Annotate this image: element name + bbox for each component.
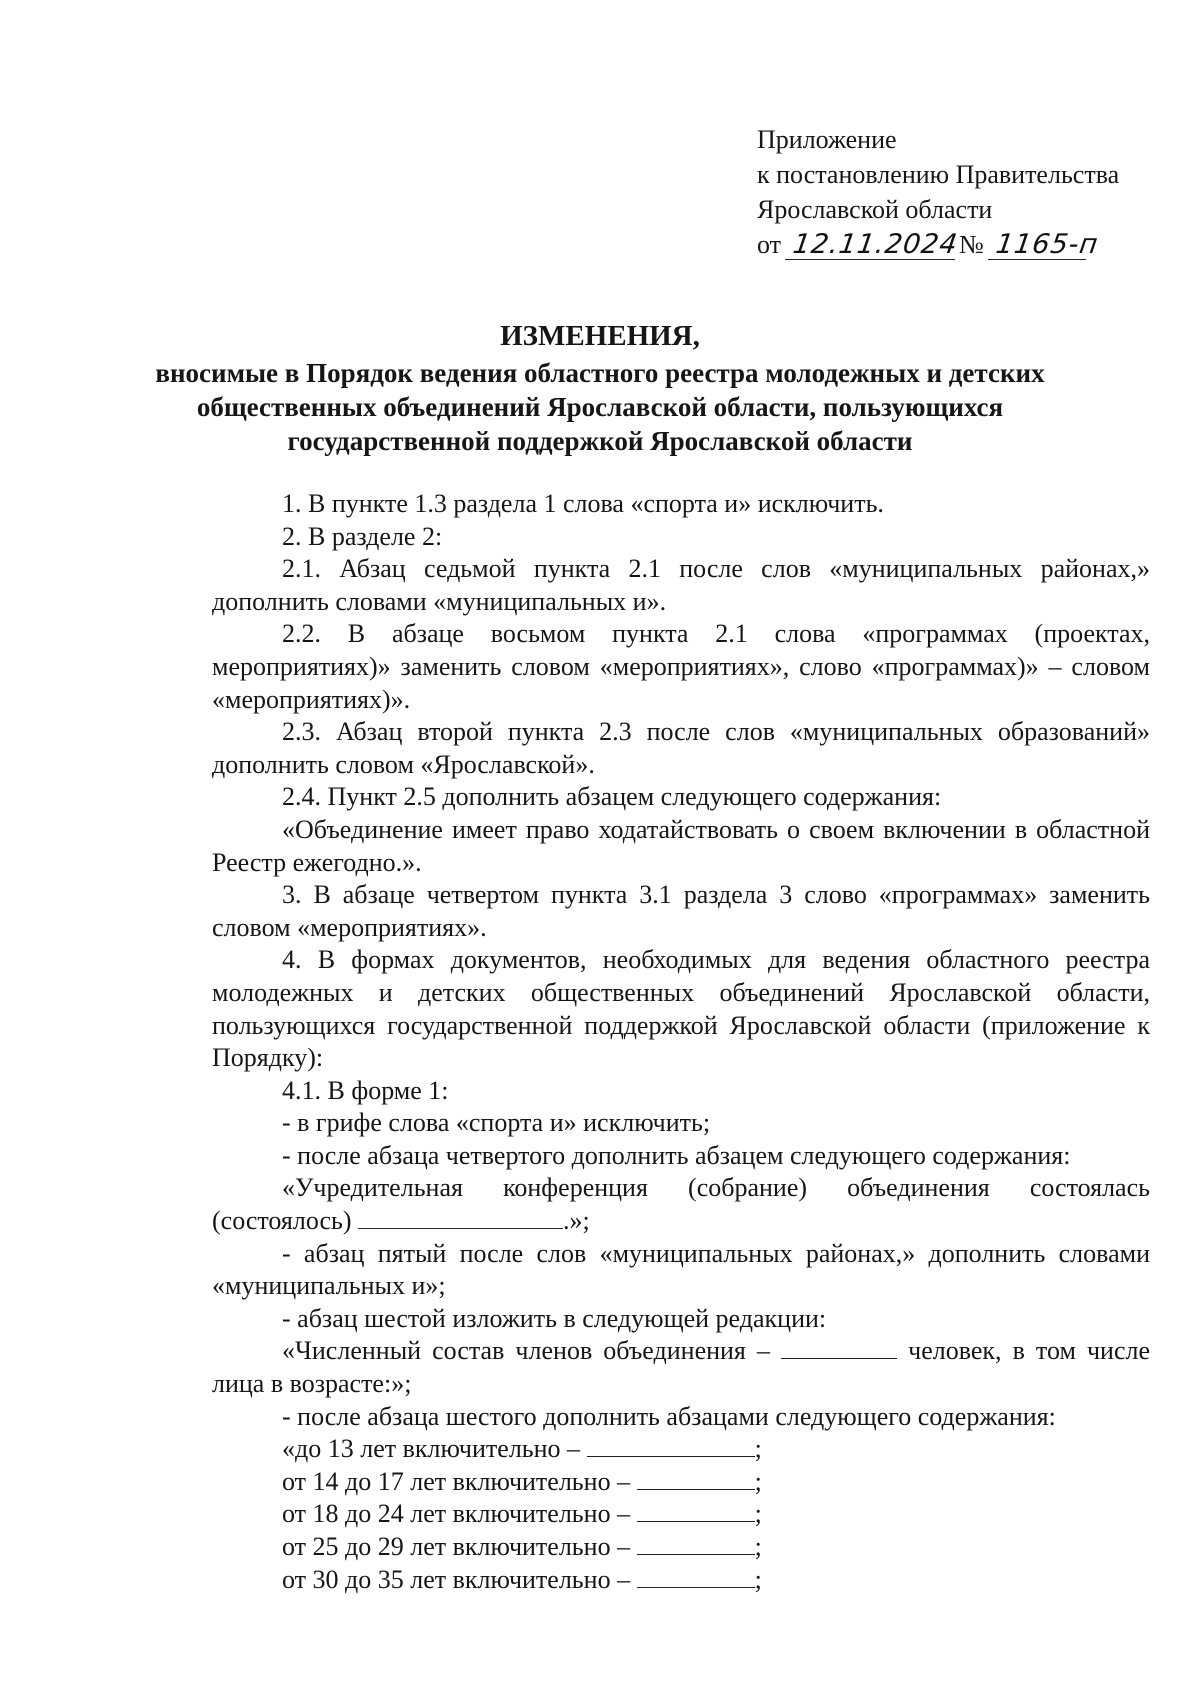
age-line-5: [212, 1564, 1150, 1597]
document-subtitle-line-3: государственной поддержкой Ярославской области: [287, 426, 913, 456]
document-heading: ИЗМЕНЕНИЯ,: [500, 320, 700, 352]
appendix-block: [757, 122, 1119, 262]
paragraph-2-4-quote: «Объединение имеет право ходатайствовать о своем включении в областной Реестр ежегодно.».: [212, 814, 1150, 877]
paragraph-2-4: 2.4. Пункт 2.5 дополнить абзацем следующего содержания:: [282, 782, 942, 812]
age-line-2: [212, 1466, 1150, 1499]
conference-end: .»;: [563, 1206, 590, 1236]
age-label: от 18 до 24 лет включительно –: [282, 1499, 631, 1529]
members-end: человек, в том числе лица в возрасте:»;: [212, 1336, 1151, 1399]
paragraph-4-1-d: - абзац шестой изложить в следующей редакции:: [282, 1303, 827, 1333]
appendix-line-3: Ярославской области: [757, 195, 993, 224]
number-sign: №: [959, 230, 984, 259]
paragraph-4-1: 4.1. В форме 1:: [282, 1075, 449, 1105]
paragraph-4: 4. В формах документов, необходимых для ведения областного реестра молодежных и детских общественных объединений Ярославской области, пользующихся государственной поддержкой Ярославской области (приложение к Порядку):: [212, 945, 1150, 1073]
age-line-end: ;: [754, 1499, 762, 1529]
age-label: от 25 до 29 лет включительно –: [282, 1532, 631, 1561]
age-label: от 14 до 17 лет включительно –: [282, 1466, 631, 1496]
age-line-end: ;: [754, 1434, 762, 1464]
age-label: «до 13 лет включительно –: [282, 1434, 581, 1464]
document-subtitle-line-2: общественных объединений Ярославской области, пользующихся: [196, 392, 1004, 422]
document-subtitle-line-1: вносимые в Порядок ведения областного реестра молодежных и детских: [155, 358, 1045, 388]
blank-line: [637, 1499, 755, 1522]
paragraph-4-1-a: - в грифе слова «спорта и» исключить;: [282, 1108, 711, 1138]
paragraph-2-2: 2.2. В абзаце восьмом пункта 2.1 слова «программах (проектах, мероприятиях)» заменить словом «мероприятиях», слово «программах)» – словом «мероприятиях)».: [212, 619, 1150, 714]
age-line-end: ;: [754, 1564, 762, 1594]
date-prefix: от: [757, 230, 782, 259]
paragraph-4-1-e: - после абзаца шестого дополнить абзацами следующего содержания:: [282, 1401, 1056, 1431]
age-line-end: ;: [754, 1466, 762, 1496]
paragraph-3: 3. В абзаце четвертом пункта 3.1 раздела 3 слово «программах» заменить словом «мероприятиях».: [212, 880, 1150, 942]
paragraph-2-1: 2.1. Абзац седьмой пункта 2.1 после слов «муниципальных районах,» дополнить словами «муниципальных и».: [212, 554, 1150, 616]
paragraph-4-1-b: - после абзаца четвертого дополнить абзацем следующего содержания:: [282, 1140, 1071, 1170]
age-line-end: ;: [754, 1532, 762, 1561]
paragraph-2: 2. В разделе 2:: [282, 521, 443, 551]
blank-line: [358, 1206, 563, 1229]
age-label: от 30 до 35 лет включительно –: [282, 1564, 631, 1594]
blank-line: [781, 1336, 897, 1359]
appendix-line-2: к постановлению Правительства: [757, 160, 1120, 189]
appendix-date-row: [757, 227, 1119, 262]
blank-line: [637, 1565, 755, 1588]
document-body: [212, 488, 1150, 1596]
paragraph-4-1-c: - абзац пятый после слов «муниципальных районах,» дополнить словами «муниципальных и»;: [212, 1238, 1150, 1301]
handwritten-number: 1165-п: [988, 231, 1090, 260]
paragraph-4-1-members: [212, 1335, 1150, 1400]
paragraph-2-3: 2.3. Абзац второй пункта 2.3 после слов «муниципальных образований» дополнить словом «Ярославской».: [212, 717, 1150, 779]
conference-text: «Учредительная конференция (собрание) объединения состоялась (состоялось): [212, 1173, 1150, 1236]
appendix-line-1: Приложение: [757, 125, 897, 154]
members-text: «Численный состав членов объединения –: [282, 1336, 770, 1366]
age-line-4: [212, 1531, 1150, 1564]
blank-line: [637, 1467, 755, 1490]
handwritten-date: 12.11.2024: [785, 231, 959, 260]
blank-line: [587, 1434, 755, 1457]
blank-line: [637, 1532, 755, 1555]
age-line-3: [212, 1498, 1150, 1531]
paragraph-1: 1. В пункте 1.3 раздела 1 слова «спорта и» исключить.: [282, 489, 884, 518]
age-line-1: [212, 1433, 1150, 1466]
paragraph-4-1-conference: [212, 1172, 1150, 1237]
